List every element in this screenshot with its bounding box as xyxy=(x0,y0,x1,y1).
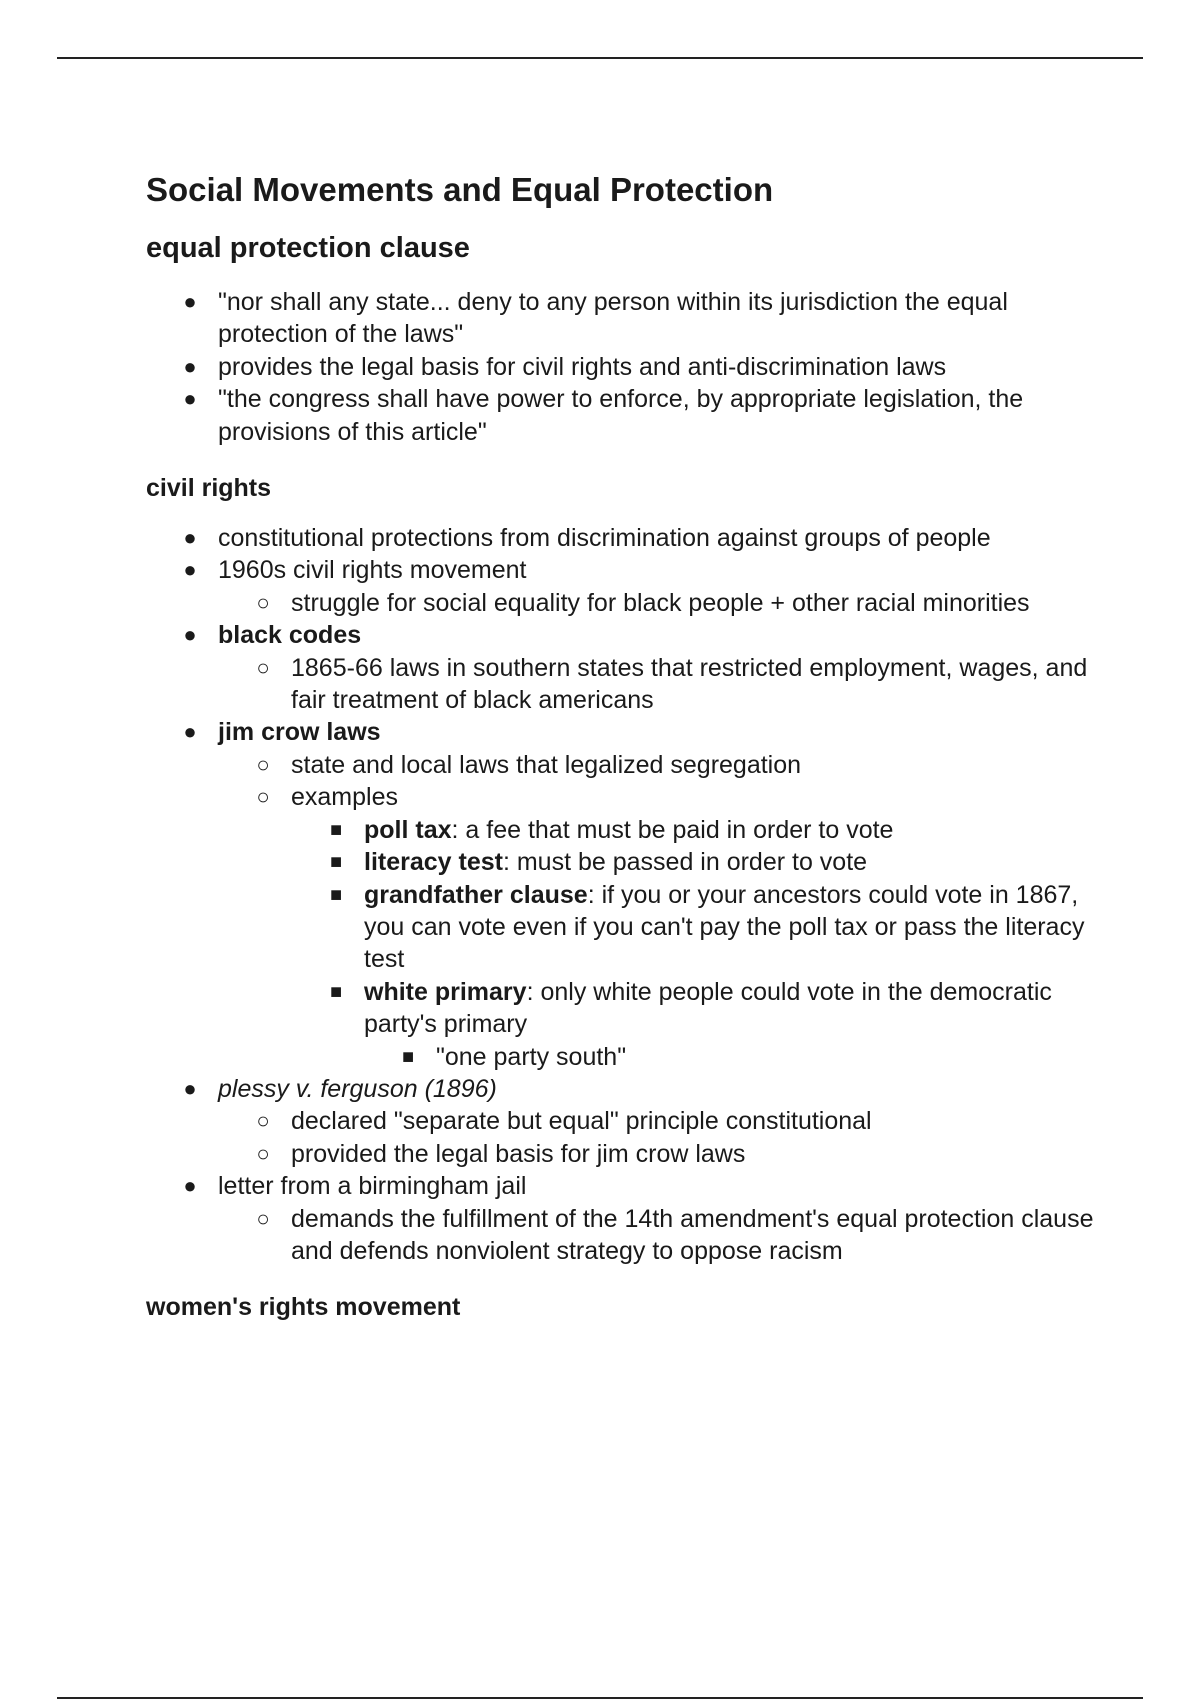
bullet-disc-icon: ● xyxy=(183,622,197,648)
list-item: ○ declared "separate but equal" principle constitutional xyxy=(146,1105,1096,1137)
list-item: ■ "one party south" xyxy=(146,1041,1096,1073)
bullet-square-icon: ■ xyxy=(329,980,343,1003)
list-item: ○ provided the legal basis for jim crow laws xyxy=(146,1138,1096,1170)
heading-equal-protection: equal protection clause xyxy=(146,232,470,264)
list-item: ○ state and local laws that legalized segregation xyxy=(146,749,1096,781)
heading-civil-rights: civil rights xyxy=(146,474,272,503)
bullet-disc-icon: ● xyxy=(183,525,197,551)
civil-rights-list xyxy=(146,522,1096,1267)
list-item: ● letter from a birmingham jail xyxy=(146,1170,1096,1202)
bullet-circle-icon: ○ xyxy=(256,1205,270,1231)
list-item: ● constitutional protections from discrimination against groups of people xyxy=(146,522,1096,554)
bullet-disc-icon: ● xyxy=(183,386,197,412)
top-rule xyxy=(57,57,1143,59)
list-item: ● "the congress shall have power to enforce, by appropriate legislation, the provisions of this article" xyxy=(146,383,1096,448)
bullet-disc-icon: ● xyxy=(183,353,197,379)
bullet-circle-icon: ○ xyxy=(256,751,270,777)
list-item: ■ poll tax: a fee that must be paid in order to vote xyxy=(146,814,1096,846)
list-item: ● black codes xyxy=(146,619,1096,651)
list-item: ■ grandfather clause: if you or your ancestors could vote in 1867, you can vote even if you can't pay the poll tax or pass the literacy test xyxy=(146,879,1096,976)
bullet-disc-icon: ● xyxy=(183,719,197,745)
list-item: ■ white primary: only white people could vote in the democratic party's primary xyxy=(146,976,1096,1041)
page-title: Social Movements and Equal Protection xyxy=(146,171,774,208)
list-item: ● jim crow laws xyxy=(146,716,1096,748)
document-body xyxy=(146,166,1096,1323)
list-item: ○ struggle for social equality for black people + other racial minorities xyxy=(146,587,1096,619)
bullet-circle-icon: ○ xyxy=(256,654,270,680)
list-item: ● "nor shall any state... deny to any person within its jurisdiction the equal protection of the laws" xyxy=(146,286,1096,351)
bullet-disc-icon: ● xyxy=(183,1173,197,1199)
bullet-circle-icon: ○ xyxy=(256,1108,270,1134)
bullet-disc-icon: ● xyxy=(183,557,197,583)
bullet-disc-icon: ● xyxy=(183,289,197,314)
list-item: ● plessy v. ferguson (1896) xyxy=(146,1073,1096,1105)
list-item: ○ examples xyxy=(146,781,1096,813)
bullet-square-icon: ■ xyxy=(329,851,343,874)
bottom-rule xyxy=(57,1697,1143,1699)
list-item: ● 1960s civil rights movement xyxy=(146,554,1096,586)
bullet-disc-icon: ● xyxy=(183,1075,197,1101)
equal-protection-list xyxy=(146,286,1096,448)
bullet-circle-icon: ○ xyxy=(256,589,270,615)
list-item: ■ literacy test: must be passed in order to vote xyxy=(146,846,1096,878)
bullet-square-icon: ■ xyxy=(329,883,343,906)
list-item: ○ 1865-66 laws in southern states that restricted employment, wages, and fair treatment of black americans xyxy=(146,652,1096,717)
bullet-circle-icon: ○ xyxy=(256,1140,270,1166)
list-item: ● provides the legal basis for civil rights and anti-discrimination laws xyxy=(146,351,1096,383)
bullet-circle-icon: ○ xyxy=(256,784,270,810)
heading-womens-rights: women's rights movement xyxy=(146,1293,461,1322)
list-item: ○ demands the fulfillment of the 14th amendment's equal protection clause and defends nonviolent strategy to oppose racism xyxy=(146,1203,1096,1268)
bullet-square-icon: ■ xyxy=(329,818,343,841)
bullet-square-icon: ■ xyxy=(401,1045,415,1068)
